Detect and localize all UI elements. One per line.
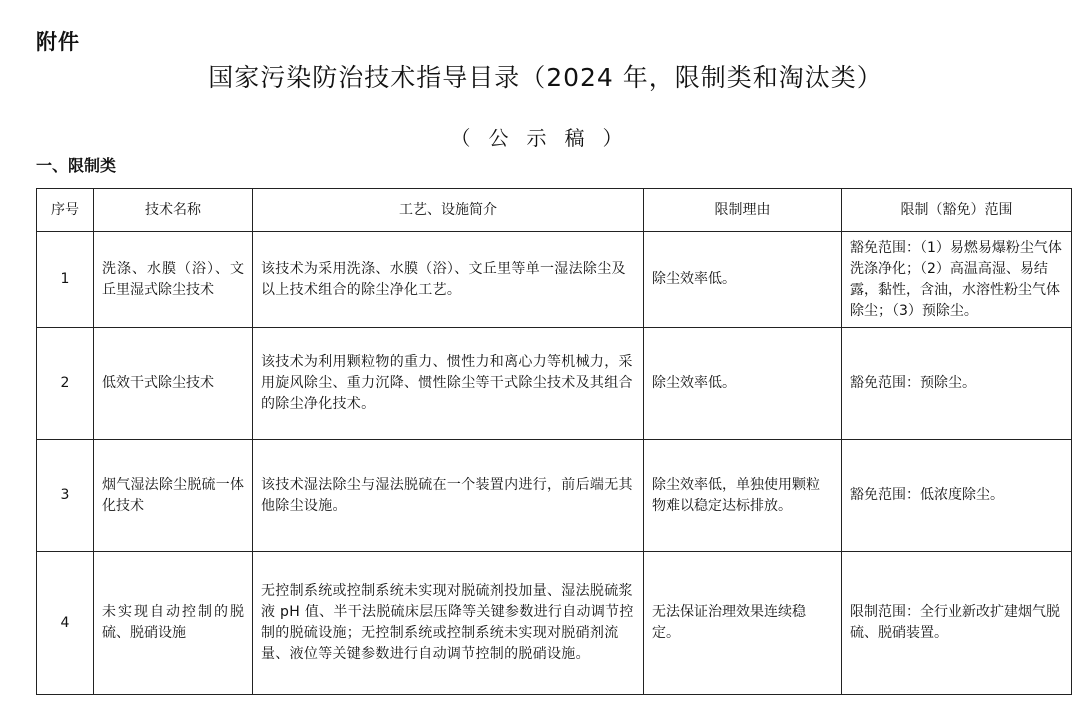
document-subtitle: （公示稿） bbox=[450, 126, 641, 150]
process-cell: 该技术湿法除尘与湿法脱硫在一个装置内进行，前后端无其他除尘设施。 bbox=[253, 440, 644, 552]
reason-cell: 无法保证治理效果连续稳定。 bbox=[644, 552, 842, 695]
column-header-number: 序号 bbox=[37, 189, 94, 232]
table-row bbox=[37, 440, 1072, 552]
scope-cell: 豁免范围：（1）易燃易爆粉尘气体洗涤净化；（2）高温高湿、易结露，黏性，含油，水溶性粉尘气体除尘；（3）预除尘。 bbox=[842, 232, 1072, 328]
tech-name-cell: 低效干式除尘技术 bbox=[94, 328, 253, 440]
table-row bbox=[37, 328, 1072, 440]
row-number: 1 bbox=[37, 232, 94, 328]
tech-name-cell: 洗涤、水膜（浴）、文丘里湿式除尘技术 bbox=[94, 232, 253, 328]
reason-cell: 除尘效率低。 bbox=[644, 328, 842, 440]
tech-name-cell: 未实现自动控制的脱硫、脱硝设施 bbox=[94, 552, 253, 695]
row-number: 4 bbox=[37, 552, 94, 695]
tech-name-cell: 烟气湿法除尘脱硫一体化技术 bbox=[94, 440, 253, 552]
section-heading: 一、限制类 bbox=[36, 156, 117, 175]
document-title: 国家污染防治技术指导目录（2024 年，限制类和淘汰类） bbox=[208, 63, 883, 92]
column-header-tech-name: 技术名称 bbox=[94, 189, 253, 232]
restriction-table bbox=[36, 188, 1072, 695]
process-cell: 无控制系统或控制系统未实现对脱硫剂投加量、湿法脱硫浆液 pH 值、半干法脱硫床层压降等关键参数进行自动调节控制的脱硫设施；无控制系统或控制系统未实现对脱硝剂流量、液位等关键参数进行自动调节控制的脱硝设施。 bbox=[253, 552, 644, 695]
column-header-reason: 限制理由 bbox=[644, 189, 842, 232]
row-number: 2 bbox=[37, 328, 94, 440]
table-row bbox=[37, 232, 1072, 328]
table-row bbox=[37, 552, 1072, 695]
table-header-row bbox=[37, 189, 1072, 232]
scope-cell: 豁免范围：低浓度除尘。 bbox=[842, 440, 1072, 552]
row-number: 3 bbox=[37, 440, 94, 552]
attachment-label: 附件 bbox=[36, 30, 80, 54]
column-header-process: 工艺、设施简介 bbox=[253, 189, 644, 232]
scope-cell: 豁免范围：预除尘。 bbox=[842, 328, 1072, 440]
process-cell: 该技术为利用颗粒物的重力、惯性力和离心力等机械力，采用旋风除尘、重力沉降、惯性除尘等干式除尘技术及其组合的除尘净化技术。 bbox=[253, 328, 644, 440]
reason-cell: 除尘效率低。 bbox=[644, 232, 842, 328]
column-header-scope: 限制（豁免）范围 bbox=[842, 189, 1072, 232]
reason-cell: 除尘效率低，单独使用颗粒物难以稳定达标排放。 bbox=[644, 440, 842, 552]
process-cell: 该技术为采用洗涤、水膜（浴）、文丘里等单一湿法除尘及以上技术组合的除尘净化工艺。 bbox=[253, 232, 644, 328]
scope-cell: 限制范围：全行业新改扩建烟气脱硫、脱硝装置。 bbox=[842, 552, 1072, 695]
